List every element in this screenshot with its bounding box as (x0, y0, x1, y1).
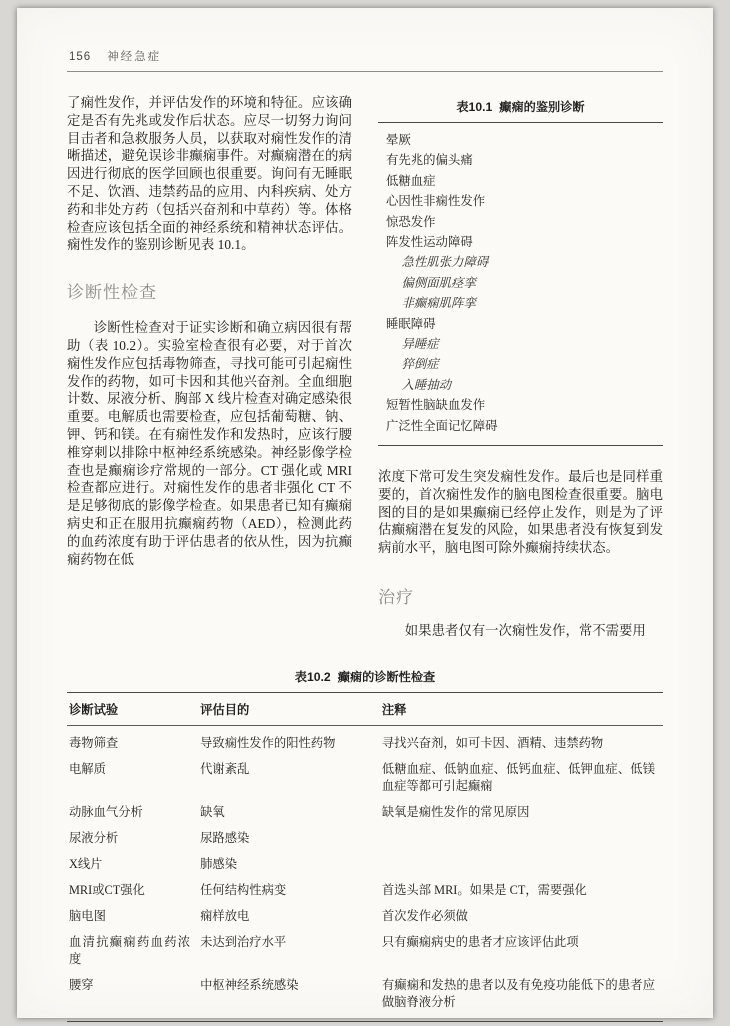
list-item: 有先兆的偏头痛 (386, 153, 473, 168)
cell-note: 首选头部 MRI。如果是 CT，需要强化 (381, 882, 587, 897)
right-column (378, 94, 663, 640)
table-row (67, 756, 663, 799)
list-subitem: 急性肌张力障碍 (401, 255, 489, 270)
table-10-1-caption (378, 98, 663, 115)
list-item: 睡眠障碍 (386, 316, 436, 331)
table-row (67, 903, 663, 929)
body-paragraph-eeg: 浓度下常可发生突发痫性发作。最后也是同样重要的，首次痫性发作的脑电图检查很重要。脑电图的目的是如果癫痫已经停止发作，则是为了评估癫痫潜在复发的风险，如果患者没有恢复到发病前水平，脑电图可除外癫痫持续状态。 (378, 469, 663, 556)
cell-purpose: 尿路感染 (200, 830, 250, 845)
two-column-body (67, 94, 663, 640)
body-paragraph-treatment: 如果患者仅有一次痫性发作，常不需要用 (404, 623, 646, 639)
cell-note: 寻找兴奋剂，如可卡因、酒精、违禁药物 (381, 735, 604, 750)
cell-test-name: 血清抗癫痫药血药浓度 (69, 934, 191, 966)
table-caption-title: 癫痫的诊断性检查 (337, 669, 436, 684)
book-page (17, 8, 713, 1018)
cell-note: 只有癫痫病史的患者才应该评估此项 (381, 934, 579, 949)
cell-note: 有癫痫和发热的患者以及有免疫功能低下的患者应做脑脊液分析 (381, 977, 655, 1009)
table-header-row (67, 692, 663, 725)
cell-test-name: 毒物筛查 (69, 735, 119, 750)
cell-purpose: 任何结构性病变 (200, 882, 287, 897)
list-subitem: 偏侧面肌痉挛 (401, 275, 476, 290)
cell-purpose: 痫样放电 (200, 908, 250, 923)
table-row (67, 799, 663, 825)
cell-purpose: 肺感染 (200, 856, 238, 871)
cell-test-name: 尿液分析 (69, 830, 119, 845)
list-item: 阵发性运动障碍 (386, 235, 473, 250)
table-row (67, 851, 663, 877)
list-item: 广泛性全面记忆障碍 (386, 418, 498, 433)
section-heading-diagnostic-workup: 诊断性检查 (67, 283, 157, 303)
table-row (67, 877, 663, 903)
body-paragraph-continuation: 了痫性发作，并评估发作的环境和特征。应该确定是否有先兆或发作后状态。应尽一切努力询问目击者和急救服务人员，以获取对痫性发作的清晰描述，避免误诊非癫痫事件。对癫痫潜在的病因进行彻底的医学回顾也很重要。询问有无睡眠不足、饮酒、违禁药品的应用、内科疾病、处方药和非处方药（包括兴奋剂和中草药）等。体格检查应该包括全面的神经系统和精神状态评估。痫性发作的鉴别诊断见表 10.1。 (67, 95, 352, 253)
cell-test-name: 脑电图 (69, 908, 106, 923)
cell-test-name: X线片 (69, 856, 103, 871)
body-paragraph-diagnostics: 诊断性检查对于证实诊断和确立病因很有帮助（表 10.2）。实验室检查很有必要，对于首次痫性发作应包括毒物筛查，寻找可能可引起痫性发作的药物，如可卡因和其他兴奋剂。全血细胞计数、尿液分析、胸部 X 线片检查对确定感染很重要。电解质也需要检查，应包括葡萄糖、钠、钾、钙和镁。在有痫性发作和发热时，应该行腰椎穿刺以排除中枢神经系统感染。神经影像学检查也是癫痫诊疗常规的一部分。CT 强化或 MRI 检查都应进行。对痫性发作的患者非强化 CT 不是足够彻底的影像学检查。如果患者已知有癫痫病史和正在服用抗癫痫药物（AED），检测此药的血药浓度有助于评估患者的依从性，因为抗癫痫药物在低 (67, 320, 352, 567)
table-caption-title: 癫痫的鉴别诊断 (499, 100, 585, 114)
cell-note: 缺氧是痫性发作的常见原因 (381, 804, 530, 819)
cell-test-name: MRI或CT强化 (69, 882, 145, 897)
cell-note (380, 851, 663, 877)
cell-purpose: 缺氧 (200, 804, 225, 819)
cell-note: 低糖血症、低钠血症、低钙血症、低钾血症、低镁血症等都可引起癫痫 (381, 761, 655, 793)
column-header-test: 诊断试验 (67, 692, 198, 725)
cell-note: 首次发作必须做 (381, 908, 468, 923)
list-item: 低糖血症 (386, 173, 436, 188)
page-number: 156 (69, 51, 92, 63)
running-head: 神经急症 (107, 51, 162, 63)
table-caption-label: 表10.2 (294, 669, 331, 684)
cell-purpose: 导致痫性发作的阳性药物 (200, 735, 336, 750)
table-row (67, 725, 663, 756)
cell-test-name: 电解质 (69, 761, 106, 776)
column-header-note: 注释 (380, 692, 663, 725)
list-subitem: 异睡症 (401, 337, 439, 352)
column-header-purpose: 评估目的 (198, 692, 380, 725)
list-item: 短暂性脑缺血发作 (386, 398, 486, 413)
cell-purpose: 中枢神经系统感染 (200, 977, 299, 992)
table-row (67, 929, 663, 972)
cell-test-name: 动脉血气分析 (69, 804, 143, 819)
header-rule (67, 71, 663, 72)
table-row (67, 972, 663, 1021)
cell-note (380, 825, 663, 851)
list-item: 心因性非痫性发作 (386, 194, 486, 209)
diagnostic-tests-table (67, 692, 663, 1022)
table-10-1-body (378, 122, 663, 446)
list-item: 晕厥 (386, 133, 411, 147)
cell-purpose: 未达到治疗水平 (200, 934, 287, 949)
list-subitem: 非癫痫肌阵挛 (401, 296, 476, 311)
table-10-1 (378, 98, 663, 446)
cell-test-name: 腰穿 (69, 977, 94, 992)
table-row (67, 825, 663, 851)
table-caption-label: 表10.1 (456, 100, 493, 114)
list-subitem: 入睡抽动 (401, 377, 452, 392)
list-subitem: 猝倒症 (401, 357, 439, 372)
list-item: 惊恐发作 (386, 214, 436, 229)
cell-purpose: 代谢紊乱 (200, 761, 250, 776)
table-10-2 (67, 668, 663, 1022)
page-header (67, 48, 663, 64)
section-heading-treatment: 治疗 (378, 588, 414, 608)
left-column (67, 94, 352, 640)
table-10-2-caption (67, 668, 663, 685)
